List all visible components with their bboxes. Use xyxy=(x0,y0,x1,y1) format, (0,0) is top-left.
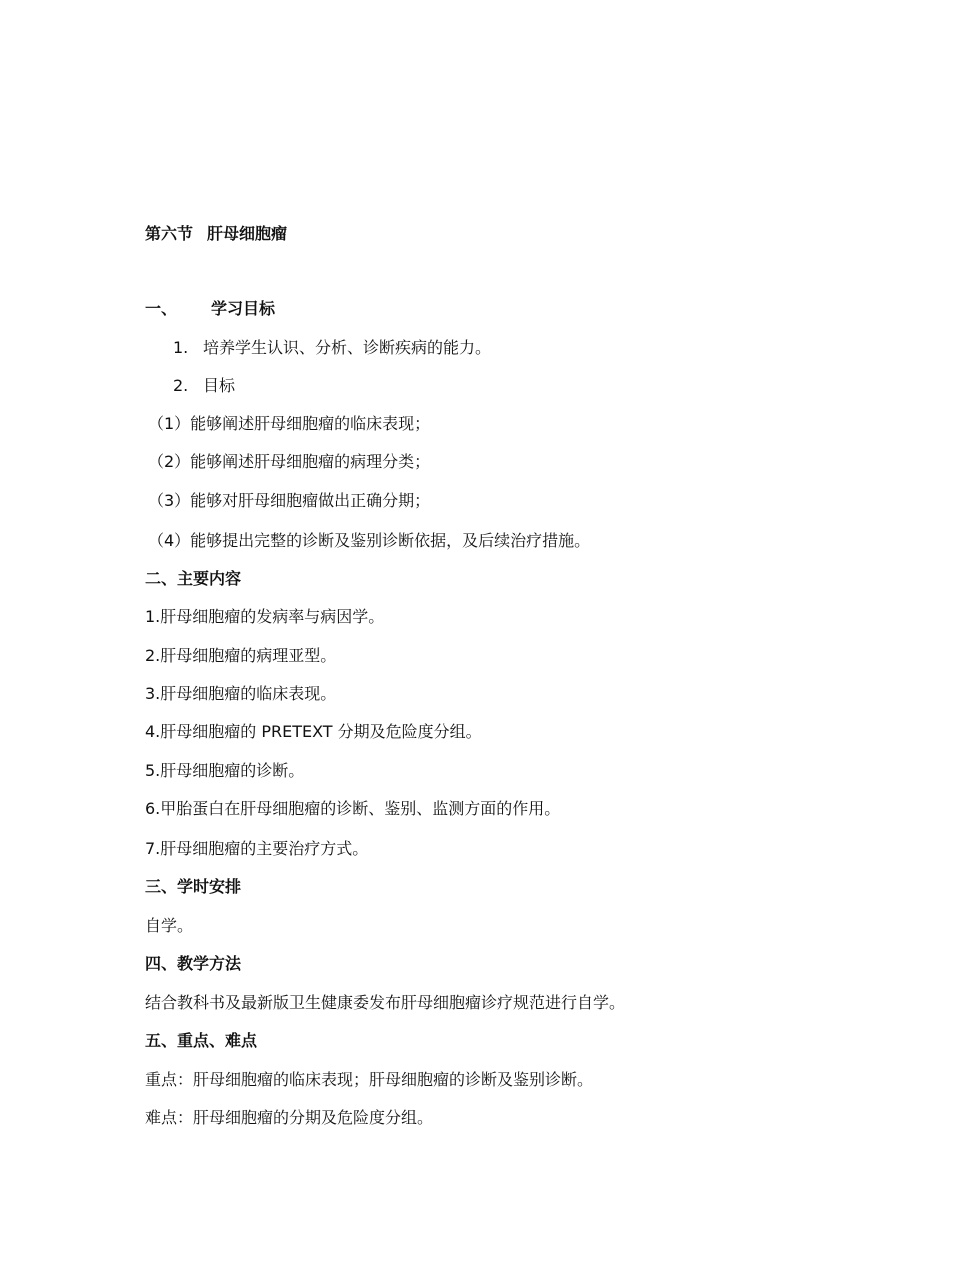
content-item: 7.肝母细胞瘤的主要治疗方式。 xyxy=(145,839,369,858)
content-item: 2.肝母细胞瘤的病理亚型。 xyxy=(145,646,337,665)
content-item: 6.甲胎蛋白在肝母细胞瘤的诊断、鉴别、监测方面的作用。 xyxy=(145,799,561,818)
heading-schedule: 三、学时安排 xyxy=(145,877,242,896)
section-title-text: 肝母细胞瘤 xyxy=(207,224,288,243)
goal-item: （1）能够阐述肝母细胞瘤的临床表现； xyxy=(148,414,431,433)
section-number: 第六节 xyxy=(145,224,194,243)
content-item: 3.肝母细胞瘤的临床表现。 xyxy=(145,684,337,703)
content-item: 5.肝母细胞瘤的诊断。 xyxy=(145,761,305,780)
objective-item-1 xyxy=(173,338,491,358)
heading-main-content: 二、主要内容 xyxy=(145,569,242,588)
heading-key-difficult-points: 五、重点、难点 xyxy=(145,1031,258,1050)
objective-item-2 xyxy=(173,376,235,396)
teaching-method-body: 结合教科书及最新版卫生健康委发布肝母细胞瘤诊疗规范进行自学。 xyxy=(145,993,626,1012)
heading-learning-objectives xyxy=(145,299,275,319)
goal-item: （3）能够对肝母细胞瘤做出正确分期； xyxy=(148,491,431,510)
heading-text: 学习目标 xyxy=(211,299,276,318)
heading-number: 一、 xyxy=(145,299,178,318)
key-point-text: 重点：肝母细胞瘤的临床表现；肝母细胞瘤的诊断及鉴别诊断。 xyxy=(145,1070,594,1089)
item-number: 1. xyxy=(173,338,189,357)
content-item: 4.肝母细胞瘤的 PRETEXT 分期及危险度分组。 xyxy=(145,722,482,741)
item-text: 目标 xyxy=(203,376,236,395)
schedule-body: 自学。 xyxy=(145,916,194,935)
heading-teaching-method: 四、教学方法 xyxy=(145,954,242,973)
difficulty-text: 难点：肝母细胞瘤的分期及危险度分组。 xyxy=(145,1108,434,1127)
item-text: 培养学生认识、分析、诊断疾病的能力。 xyxy=(203,338,492,357)
content-item: 1.肝母细胞瘤的发病率与病因学。 xyxy=(145,607,385,626)
section-title xyxy=(145,224,287,244)
goal-item: （4）能够提出完整的诊断及鉴别诊断依据，及后续治疗措施。 xyxy=(148,531,591,550)
item-number: 2. xyxy=(173,376,189,395)
goal-item: （2）能够阐述肝母细胞瘤的病理分类； xyxy=(148,452,431,471)
